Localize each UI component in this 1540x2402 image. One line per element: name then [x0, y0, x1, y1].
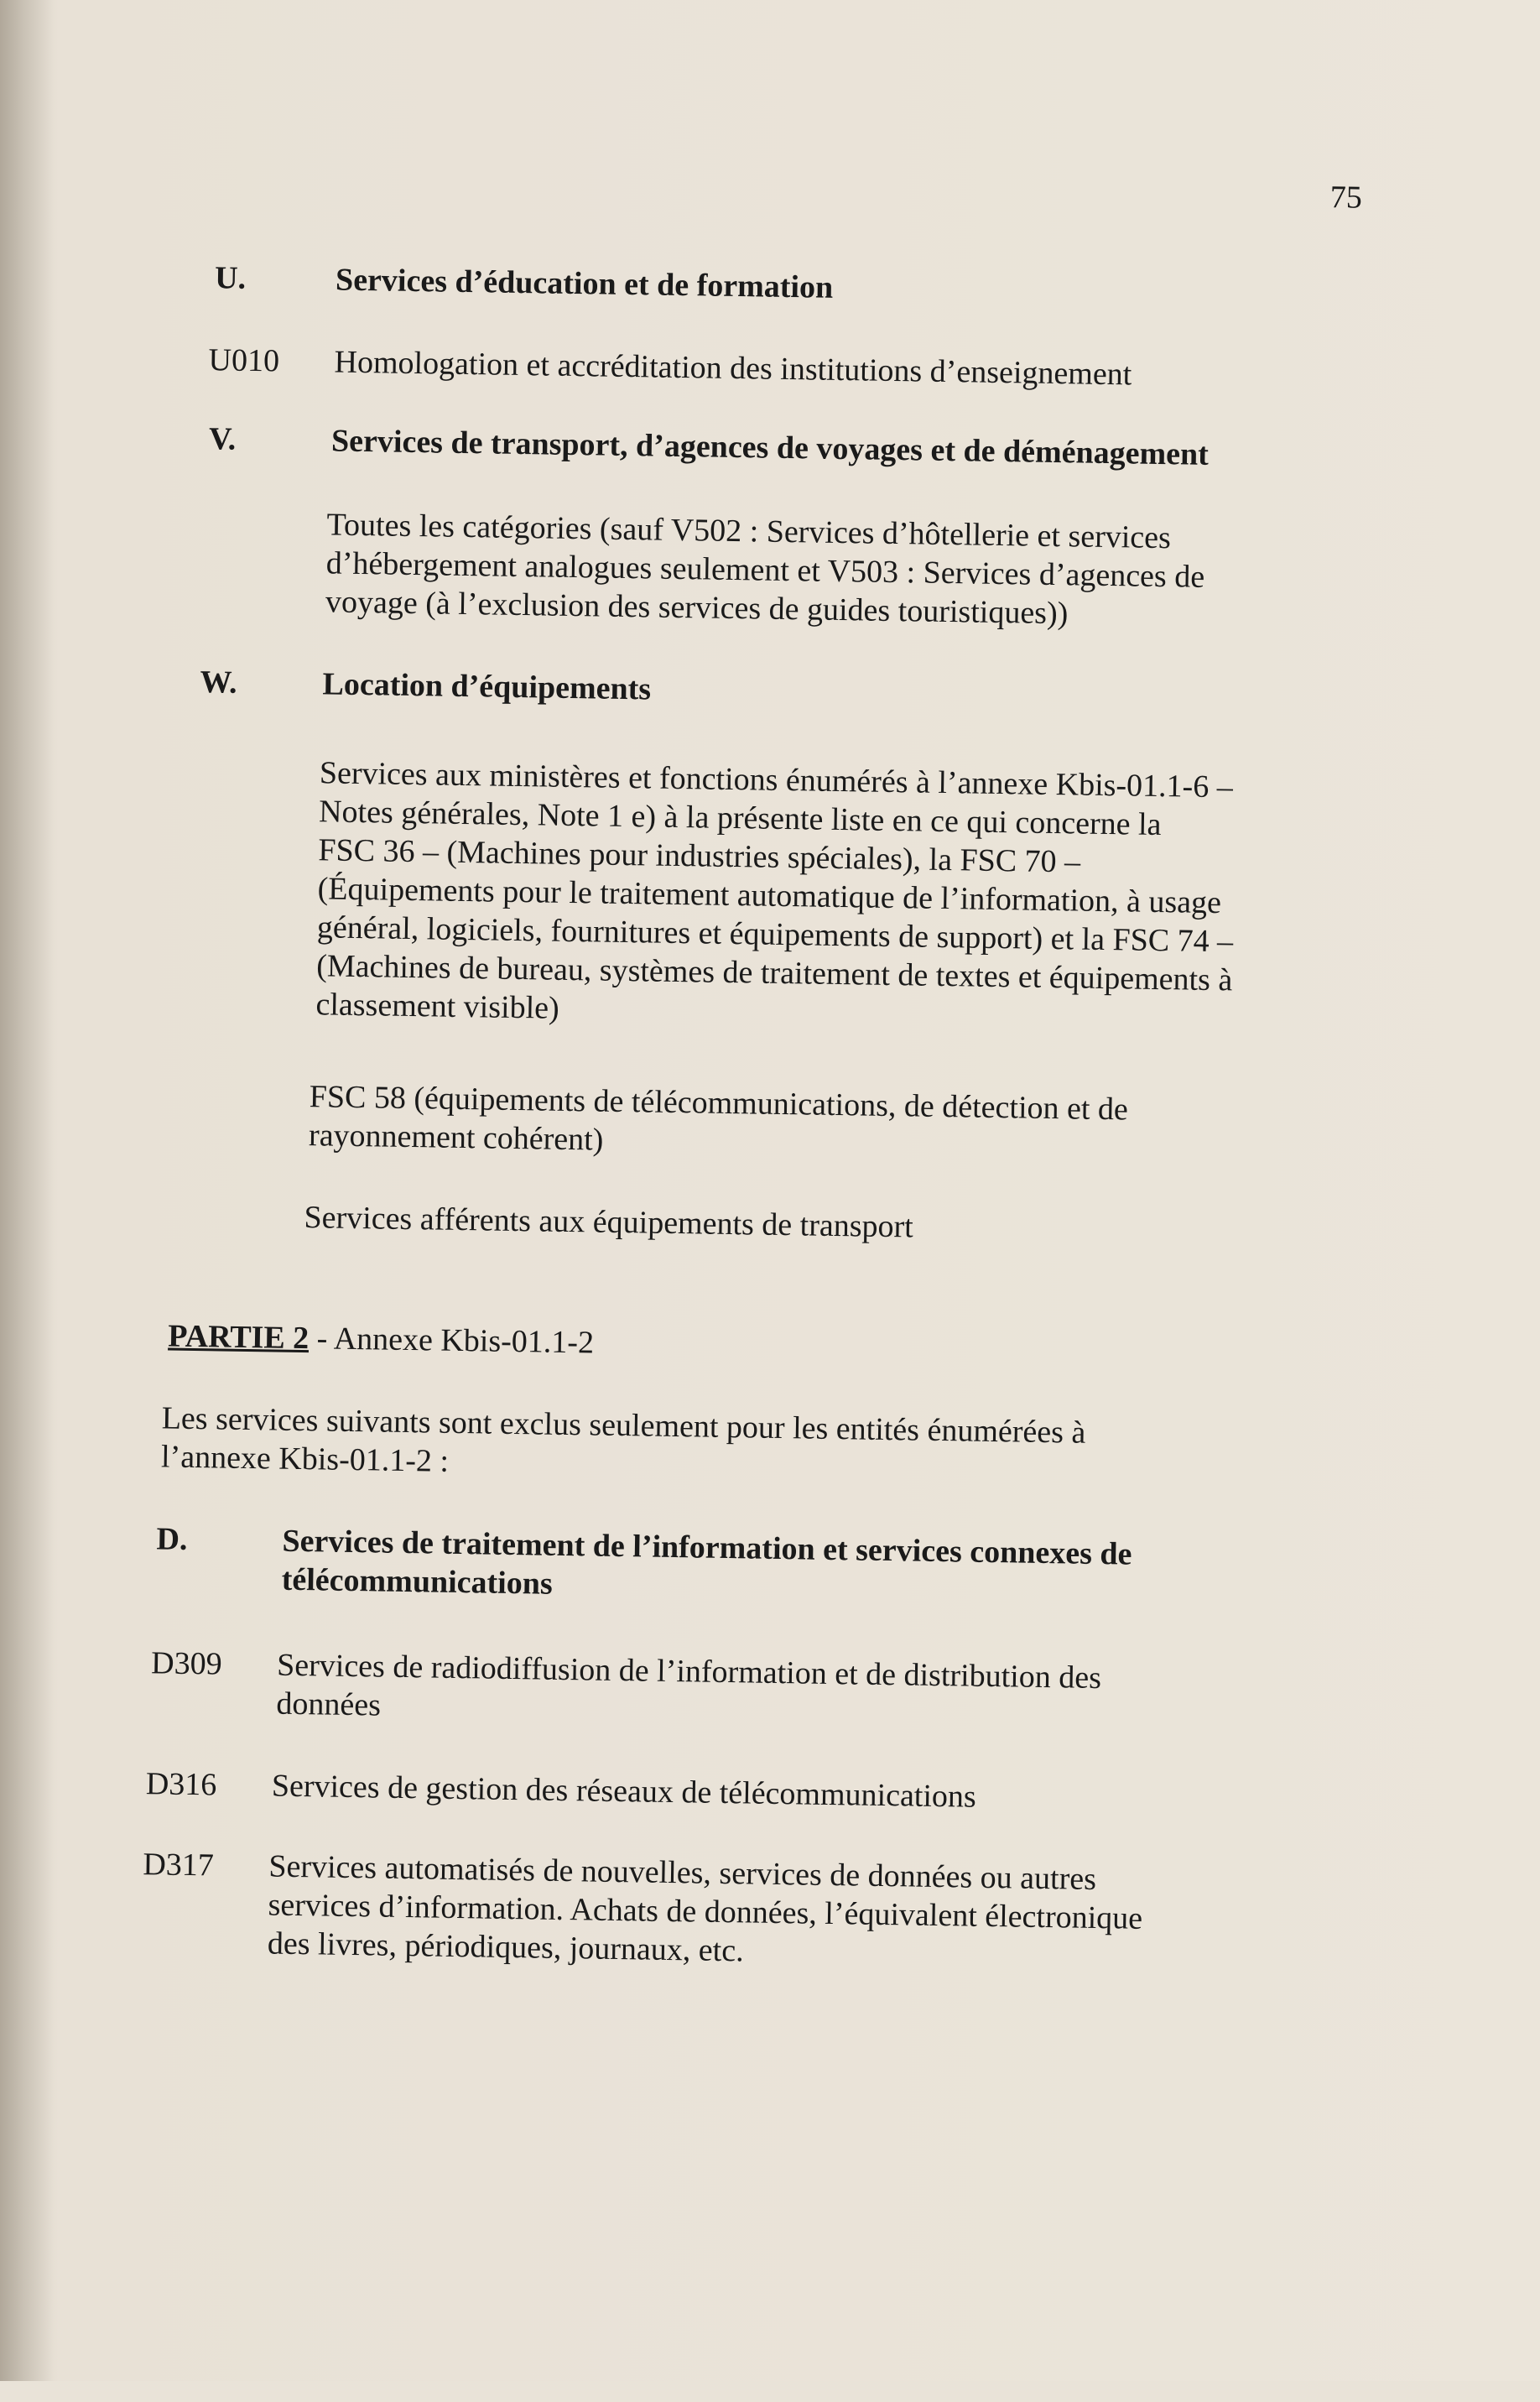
item-d316-text: Services de gestion des réseaux de télécommunications — [271, 1768, 977, 1815]
paragraph-line: des livres, périodiques, journaux, etc. — [267, 1925, 744, 1969]
item-d309-code: D309 — [150, 1645, 222, 1682]
paragraph-line: services d’information. Achats de données, l’équivalent électronique — [268, 1887, 1143, 1936]
item-d309-text — [276, 1646, 1101, 1736]
paragraph-line: Services de radiodiffusion de l’information et de distribution des — [276, 1647, 1102, 1696]
item-u010-text: Homologation et accréditation des institutions d’enseignement — [334, 344, 1132, 393]
paragraph-line: général, logiciels, fournitures et équipements de support) et la FSC 74 – — [316, 909, 1234, 960]
section-u-title: Services d’éducation et de formation — [335, 262, 834, 305]
item-d317-text — [268, 1847, 1144, 1976]
partie-2-annex: - Annexe Kbis-01.1-2 — [308, 1321, 595, 1361]
section-v-note-line: d’hébergement analogues seulement et V503 : Services d’agences de — [325, 545, 1205, 595]
section-w-title: Location d’équipements — [322, 666, 652, 707]
partie-2-label: PARTIE 2 — [167, 1318, 310, 1357]
partie-2-heading — [168, 1317, 594, 1363]
page-number: 75 — [1329, 180, 1363, 216]
paragraph-line: Notes générales, Note 1 e) à la présente liste en ce qui concerne la — [318, 794, 1162, 843]
section-v-code: V. — [208, 421, 237, 457]
partie-2-intro — [161, 1399, 1086, 1490]
paragraph-line: FSC 36 – (Machines pour industries spéciales), la FSC 70 – — [318, 832, 1081, 880]
paragraph-line: l’annexe Kbis-01.1-2 : — [160, 1439, 450, 1479]
item-d317-code: D317 — [143, 1847, 215, 1884]
section-d-title-line: Services de traitement de l’information et services connexes de — [282, 1523, 1132, 1572]
item-u010-code: U010 — [208, 342, 280, 379]
paragraph-line: Services aux ministères et fonctions énumérés à l’annexe Kbis-01.1-6 – — [319, 755, 1234, 805]
paragraph-line: classement visible) — [315, 987, 560, 1026]
paragraph-line: FSC 58 (équipements de télécommunications, de détection et de — [309, 1079, 1129, 1128]
section-u-code: U. — [214, 260, 247, 296]
section-v-title: Services de transport, d’agences de voyages et de déménagement — [330, 423, 1210, 472]
section-v-note-line: Toutes les catégories (sauf V502 : Services d’hôtellerie et services — [326, 507, 1172, 556]
paragraph-line: (Équipements pour le traitement automatique de l’information, à usage — [317, 871, 1222, 921]
paragraph-line: données — [276, 1686, 382, 1723]
paragraph-line: (Machines de bureau, systèmes de traitement de textes et équipements à — [315, 948, 1233, 998]
section-w-paragraph-3: Services afférents aux équipements de transport — [304, 1200, 914, 1245]
section-v-note-line: voyage (à l’exclusion des services de guides touristiques)) — [325, 584, 1069, 632]
section-d-title — [281, 1522, 1132, 1613]
paragraph-line: rayonnement cohérent) — [308, 1118, 604, 1158]
paragraph-line: Les services suivants sont exclus seulement pour les entités énumérées à — [161, 1400, 1086, 1451]
section-d-title-line: télécommunications — [281, 1561, 554, 1602]
section-w-paragraph-1 — [315, 753, 1236, 1038]
item-d316-code: D316 — [145, 1766, 217, 1803]
section-w-paragraph-2 — [309, 1077, 1128, 1167]
paragraph-line: Services automatisés de nouvelles, services de données ou autres — [268, 1848, 1097, 1897]
section-d-code: D. — [156, 1521, 188, 1557]
section-w-code: W. — [200, 664, 237, 701]
section-v-note — [325, 505, 1205, 634]
